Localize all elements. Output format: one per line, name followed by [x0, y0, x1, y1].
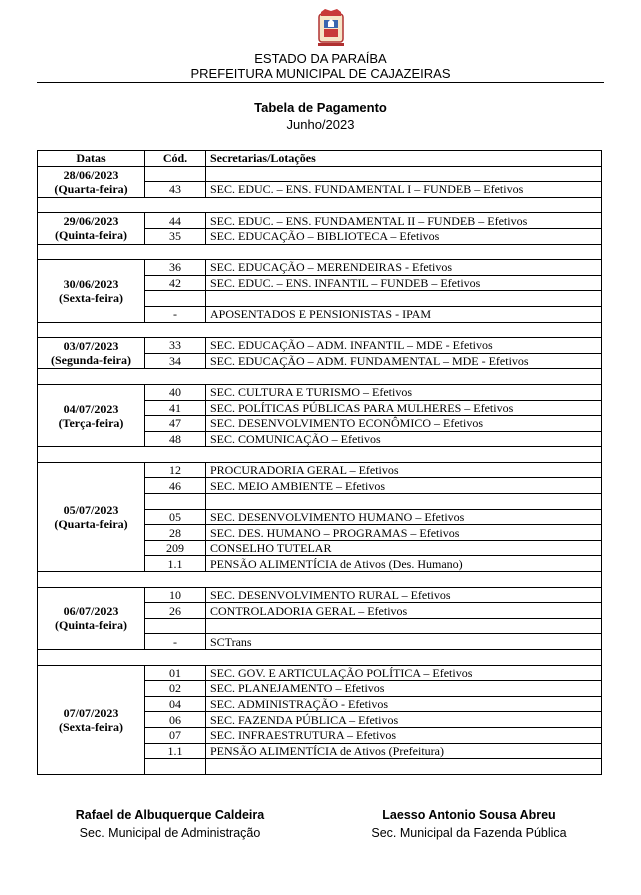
department-cell	[206, 166, 602, 182]
date-cell	[38, 166, 145, 197]
spacer-cell	[38, 369, 602, 385]
department-cell: SEC. DESENVOLVIMENTO HUMANO – Efetivos	[206, 509, 602, 525]
code-cell: 12	[145, 462, 206, 478]
header-divider	[37, 82, 604, 83]
weekday-value: (Segunda-feira)	[51, 353, 131, 368]
department-cell: SEC. EDUCAÇÃO – ADM. FUNDAMENTAL – MDE - Efetivos	[206, 353, 602, 369]
signer-name: Laesso Antonio Sousa Abreu	[382, 808, 556, 822]
code-cell	[145, 166, 206, 182]
code-cell: 40	[145, 384, 206, 400]
department-cell: SEC. EDUCAÇÃO – BIBLIOTECA – Efetivos	[206, 228, 602, 244]
table-row	[38, 587, 602, 603]
department-cell: SEC. CULTURA E TURISMO – Efetivos	[206, 384, 602, 400]
code-cell: 36	[145, 260, 206, 276]
table-row	[38, 213, 602, 229]
department-cell: SEC. DESENVOLVIMENTO RURAL – Efetivos	[206, 587, 602, 603]
code-cell: 48	[145, 431, 206, 447]
code-cell	[145, 759, 206, 775]
date-value: 30/06/2023	[63, 276, 119, 291]
department-cell: SEC. POLÍTICAS PÚBLICAS PARA MULHERES – Efetivos	[206, 400, 602, 416]
code-cell: 01	[145, 665, 206, 681]
signature-admin	[40, 806, 300, 842]
col-header-dates: Datas	[38, 151, 145, 167]
department-cell: CONTROLADORIA GERAL – Efetivos	[206, 603, 602, 619]
department-cell	[206, 494, 602, 510]
signer-role: Sec. Municipal da Fazenda Pública	[371, 826, 567, 840]
table-body	[38, 166, 602, 774]
spacer-row	[38, 447, 602, 463]
department-cell: SEC. FAZENDA PÚBLICA – Efetivos	[206, 712, 602, 728]
table-row	[38, 462, 602, 478]
department-cell: SEC. EDUCAÇÃO – MERENDEIRAS - Efetivos	[206, 260, 602, 276]
department-cell: SEC. ADMINISTRAÇÃO - Efetivos	[206, 696, 602, 712]
col-header-departments: Secretarias/Lotações	[206, 151, 602, 167]
date-value: 29/06/2023	[63, 214, 119, 229]
spacer-row	[38, 369, 602, 385]
date-cell	[38, 260, 145, 322]
department-cell: SEC. PLANEJAMENTO – Efetivos	[206, 681, 602, 697]
table-header-row	[38, 151, 602, 167]
date-cell	[38, 665, 145, 774]
department-cell: SEC. GOV. E ARTICULAÇÃO POLÍTICA – Efetivos	[206, 665, 602, 681]
department-cell: SEC. COMUNICAÇÃO – Efetivos	[206, 431, 602, 447]
weekday-value: (Quarta-feira)	[54, 516, 128, 531]
department-cell: SEC. INFRAESTRUTURA – Efetivos	[206, 727, 602, 743]
spacer-row	[38, 650, 602, 666]
weekday-value: (Sexta-feira)	[59, 719, 123, 734]
table-row	[38, 166, 602, 182]
code-cell	[145, 494, 206, 510]
spacer-cell	[38, 447, 602, 463]
table-row	[38, 338, 602, 354]
department-cell: PENSÃO ALIMENTÍCIA de Ativos (Prefeitura)	[206, 743, 602, 759]
spacer-row	[38, 197, 602, 213]
signer-name: Rafael de Albuquerque Caldeira	[75, 808, 265, 822]
code-cell: 10	[145, 587, 206, 603]
code-cell: 44	[145, 213, 206, 229]
code-cell	[145, 618, 206, 634]
col-header-code: Cód.	[145, 151, 206, 167]
payment-table	[37, 150, 602, 775]
code-cell: 28	[145, 525, 206, 541]
date-cell	[38, 462, 145, 571]
weekday-value: (Quinta-feira)	[55, 228, 127, 243]
date-value: 04/07/2023	[63, 401, 119, 416]
date-value: 07/07/2023	[63, 705, 119, 720]
code-cell: 26	[145, 603, 206, 619]
department-cell: SEC. MEIO AMBIENTE – Efetivos	[206, 478, 602, 494]
code-cell: 02	[145, 681, 206, 697]
code-cell: 47	[145, 416, 206, 432]
state-name: ESTADO DA PARAÍBA	[254, 51, 387, 66]
weekday-value: (Sexta-feira)	[59, 290, 123, 305]
department-cell	[206, 759, 602, 775]
department-cell	[206, 291, 602, 307]
weekday-value: (Terça-feira)	[58, 415, 124, 430]
table-row	[38, 665, 602, 681]
date-cell	[38, 338, 145, 369]
date-value: 05/07/2023	[63, 502, 119, 517]
code-cell: 1.1	[145, 743, 206, 759]
date-cell	[38, 213, 145, 244]
code-cell: 41	[145, 400, 206, 416]
department-cell: SEC. EDUC. – ENS. FUNDAMENTAL II – FUNDEB – Efetivos	[206, 213, 602, 229]
spacer-row	[38, 244, 602, 260]
code-cell: 209	[145, 540, 206, 556]
code-cell: 42	[145, 275, 206, 291]
code-cell: 04	[145, 696, 206, 712]
code-cell: 33	[145, 338, 206, 354]
table-row	[38, 384, 602, 400]
page-title: Tabela de Pagamento	[254, 100, 387, 115]
coat-of-arms-icon	[316, 8, 346, 48]
code-cell: -	[145, 306, 206, 322]
date-value: 28/06/2023	[63, 167, 119, 182]
table-row	[38, 260, 602, 276]
department-cell: SEC. EDUC. – ENS. FUNDAMENTAL I – FUNDEB – Efetivos	[206, 182, 602, 198]
spacer-cell	[38, 322, 602, 338]
code-cell: 34	[145, 353, 206, 369]
date-cell	[38, 384, 145, 446]
city-hall-name: PREFEITURA MUNICIPAL DE CAJAZEIRAS	[190, 66, 451, 81]
weekday-value: (Quinta-feira)	[55, 618, 127, 633]
code-cell: 1.1	[145, 556, 206, 572]
department-cell: PENSÃO ALIMENTÍCIA de Ativos (Des. Humano)	[206, 556, 602, 572]
signer-role: Sec. Municipal de Administração	[79, 826, 261, 840]
department-cell: PROCURADORIA GERAL – Efetivos	[206, 462, 602, 478]
code-cell: 46	[145, 478, 206, 494]
date-value: 03/07/2023	[63, 339, 119, 354]
code-cell: 35	[145, 228, 206, 244]
date-value: 06/07/2023	[63, 604, 119, 619]
department-cell: APOSENTADOS E PENSIONISTAS - IPAM	[206, 306, 602, 322]
spacer-cell	[38, 244, 602, 260]
spacer-cell	[38, 650, 602, 666]
code-cell: 07	[145, 727, 206, 743]
code-cell: 06	[145, 712, 206, 728]
spacer-row	[38, 322, 602, 338]
code-cell: 05	[145, 509, 206, 525]
department-cell	[206, 618, 602, 634]
department-cell: SCTrans	[206, 634, 602, 650]
spacer-row	[38, 572, 602, 588]
department-cell: SEC. DES. HUMANO – PROGRAMAS – Efetivos	[206, 525, 602, 541]
department-cell: SEC. EDUC. – ENS. INFANTIL – FUNDEB – Efetivos	[206, 275, 602, 291]
code-cell: 43	[145, 182, 206, 198]
signature-finance	[338, 806, 600, 842]
spacer-cell	[38, 197, 602, 213]
department-cell: SEC. DESENVOLVIMENTO ECONÔMICO – Efetivos	[206, 416, 602, 432]
code-cell	[145, 291, 206, 307]
page-subtitle: Junho/2023	[286, 117, 355, 132]
weekday-value: (Quarta-feira)	[54, 181, 128, 196]
code-cell: -	[145, 634, 206, 650]
department-cell: CONSELHO TUTELAR	[206, 540, 602, 556]
date-cell	[38, 587, 145, 649]
department-cell: SEC. EDUCAÇÃO – ADM. INFANTIL – MDE - Efetivos	[206, 338, 602, 354]
spacer-cell	[38, 572, 602, 588]
